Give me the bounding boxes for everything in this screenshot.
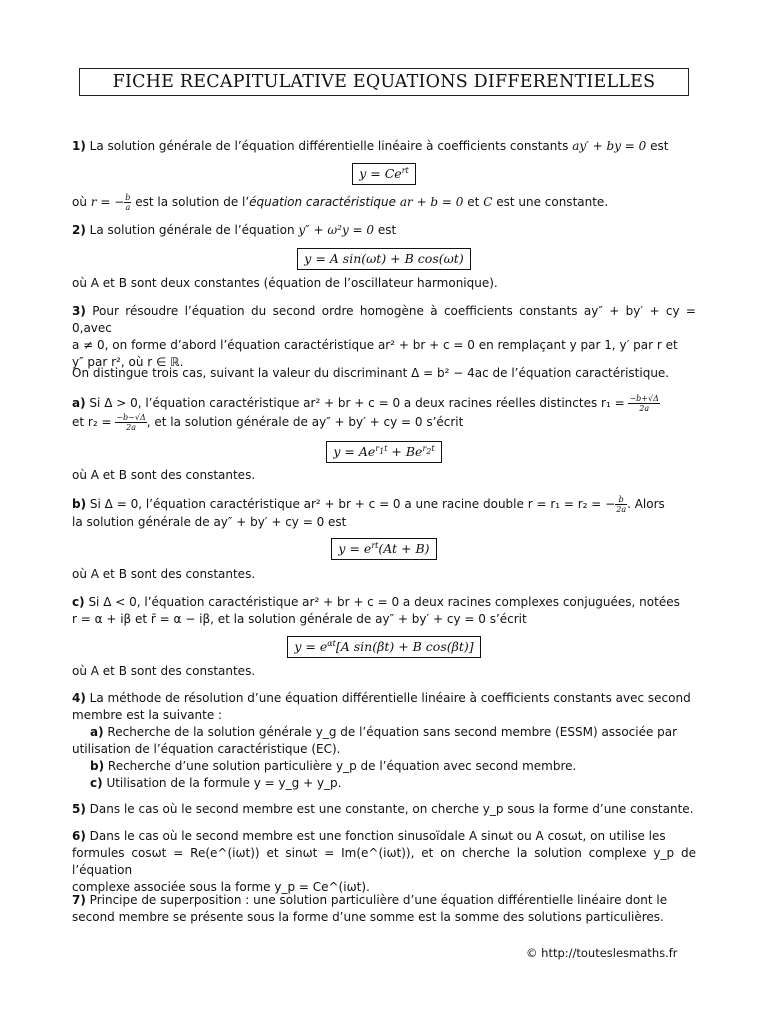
section-3-text: 3) Pour résoudre l’équation du second ordre homogène à coefficients constants ay″ + by′ + cy = 0,avec a ≠ 0, on forme d’abord l’équation caractéristique ar² + br + c = 0 en remplaçant y par 1, y′ par r et y″ par r², où r ∈ ℝ. xyxy=(72,304,696,369)
section-5-text: 5) Dans le cas où le second membre est une constante, on cherche y_p sous la forme d’une constante. xyxy=(72,802,694,816)
section-3-cases: On distingue trois cas, suivant la valeur du discriminant Δ = b² − 4ac de l’équation caractéristique. xyxy=(72,366,670,380)
section-7-text: 7) Principe de superposition : une solution particulière d’une équation différentielle linéaire dont le second membre se présente sous la forme d’une somme est la somme des solutions particulières. xyxy=(72,893,668,924)
page-title: FICHE RECAPITULATIVE EQUATIONS DIFFERENTIELLES xyxy=(79,68,689,96)
section-1-formula: $y = Ce^{rt}$ xyxy=(72,163,696,185)
section-3c-formula: $y = e^{\alpha t}[A$ sin(βt) + B cos(βt)] xyxy=(72,636,696,658)
section-3c-text: c) Si Δ < 0, l’équation caractéristique ar² + br + c = 0 a deux racines complexes conjuguées, notées r = α + iβ et r̄ = α − iβ, et la solution générale de ay″ + by′ + cy = 0 s’écrit xyxy=(72,595,680,626)
footer-link[interactable]: http://touteslesmaths.fr xyxy=(541,946,678,960)
copyright-icon: © xyxy=(526,946,538,960)
section-6-text: 6) Dans le cas où le second membre est une fonction sinusoïdale A sinωt ou A cosωt, on utilise les formules cosωt = Re(e^(iωt)) et sinωt = Im(e^(iωt)), et on cherche la solution complexe y_p de l’équation complexe associée sous la forme y_p = Ce^(iωt). xyxy=(72,829,696,894)
section-2-note: où A et B sont deux constantes (équation de l’oscillateur harmonique). xyxy=(72,276,498,290)
section-1-intro: 1) La solution générale de l’équation différentielle linéaire à coefficients constants ay′ + by = 0 est xyxy=(72,139,669,153)
section-3c-note: où A et B sont des constantes. xyxy=(72,664,256,678)
section-3b-note: où A et B sont des constantes. xyxy=(72,567,256,581)
section-3a-text: a) Si Δ > 0, l’équation caractéristique ar² + br + c = 0 a deux racines réelles distinctes r₁ = $\frac{-b+√\Delta}{2a}$ et r₂ = $\frac{-b-√\Delta}{2a}$ , et la solution générale de ay″ + by′ + cy = 0 s’écrit xyxy=(72,394,659,432)
section-2-formula: y = A sin(ωt) + B cos(ωt) xyxy=(72,248,696,270)
section-3a-formula: $y = Ae^{r_1t} + Be^{r_2t}$ xyxy=(72,441,696,463)
section-4-text: 4) La méthode de résolution d’une équation différentielle linéaire à coefficients constants avec second membre est la suivante : a) Recherche de la solution générale y_g de l’équation sans second membre (ESSM) associée par utilisation de l’équation caractéristique (EC). b) Recherche d’une solution particulière y_p de l’équation avec second membre. c) Utilisation de la formule y = y_g + y_p. xyxy=(72,691,691,790)
section-3b-text: b) Si Δ = 0, l’équation caractéristique ar² + br + c = 0 a une racine double r = r₁ = r₂ = − $\frac{b}{2a}$ . Alors la solution générale de ay″ + by′ + cy = 0 est xyxy=(72,495,665,529)
section-3b-formula: $y = e^{rt}(At + B)$ xyxy=(72,538,696,560)
footer xyxy=(526,946,678,960)
section-3a-note: où A et B sont des constantes. xyxy=(72,468,256,482)
section-1-note: où r = − $\frac{b}{a}$ est la solution de l’équation caractéristique ar + b = 0 et C est une constante. xyxy=(72,193,609,212)
section-2-intro: 2) La solution générale de l’équation y″ + ω²y = 0 est xyxy=(72,223,397,237)
